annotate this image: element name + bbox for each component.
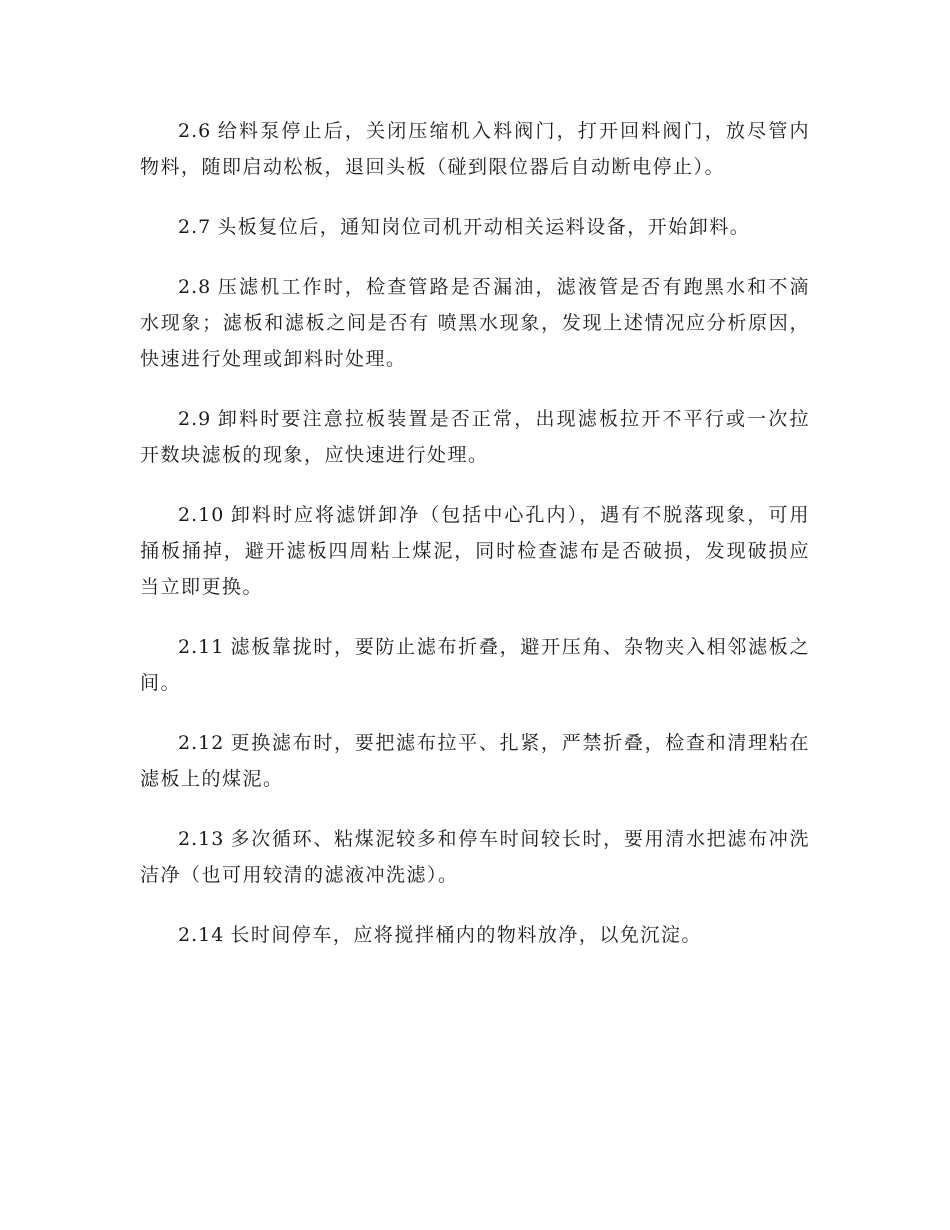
paragraph-number: 2.7 bbox=[178, 216, 212, 238]
paragraph-number: 2.12 bbox=[178, 732, 225, 754]
paragraph-number: 2.6 bbox=[178, 120, 212, 142]
paragraph-text: 滤板靠拢时，要防止滤布折叠，避开压角、杂物夹入相邻滤板之间。 bbox=[140, 636, 810, 694]
paragraph-2-7 bbox=[140, 209, 810, 245]
paragraph-2-9 bbox=[140, 401, 810, 473]
paragraph-text: 多次循环、粘煤泥较多和停车时间较长时，要用清水把滤布冲洗洁净（也可用较清的滤液冲洗滤）。 bbox=[140, 828, 810, 886]
paragraph-2-13 bbox=[140, 821, 810, 893]
paragraph-2-12 bbox=[140, 725, 810, 797]
paragraph-text: 更换滤布时，要把滤布拉平、扎紧，严禁折叠，检查和清理粘在滤板上的煤泥。 bbox=[140, 732, 810, 790]
paragraph-number: 2.8 bbox=[178, 276, 212, 298]
paragraph-number: 2.13 bbox=[178, 828, 225, 850]
paragraph-2-8 bbox=[140, 269, 810, 377]
paragraph-number: 2.14 bbox=[178, 924, 225, 946]
document-body bbox=[140, 113, 810, 977]
paragraph-number: 2.11 bbox=[178, 636, 225, 658]
paragraph-2-10 bbox=[140, 497, 810, 605]
paragraph-text: 长时间停车，应将搅拌桶内的物料放净，以免沉淀。 bbox=[230, 924, 702, 946]
paragraph-text: 卸料时应将滤饼卸净（包括中心孔内），遇有不脱落现象，可用捅板捅掉，避开滤板四周粘上煤泥，同时检查滤布是否破损，发现破损应当立即更换。 bbox=[140, 504, 810, 598]
paragraph-2-14 bbox=[140, 917, 810, 953]
paragraph-number: 2.9 bbox=[178, 408, 212, 430]
paragraph-text: 头板复位后，通知岗位司机开动相关运料设备，开始卸料。 bbox=[217, 216, 751, 238]
paragraph-2-11 bbox=[140, 629, 810, 701]
paragraph-number: 2.10 bbox=[178, 504, 225, 526]
paragraph-2-6 bbox=[140, 113, 810, 185]
paragraph-text: 卸料时要注意拉板装置是否正常，出现滤板拉开不平行或一次拉开数块滤板的现象，应快速进行处理。 bbox=[140, 408, 810, 466]
paragraph-text: 压滤机工作时，检查管路是否漏油，滤液管是否有跑黑水和不滴水现象；滤板和滤板之间是否有 喷黑水现象，发现上述情况应分析原因，快速进行处理或卸料时处理。 bbox=[140, 276, 810, 370]
paragraph-text: 给料泵停止后，关闭压缩机入料阀门，打开回料阀门，放尽管内物料，随即启动松板，退回头板（碰到限位器后自动断电停止）。 bbox=[140, 120, 810, 178]
